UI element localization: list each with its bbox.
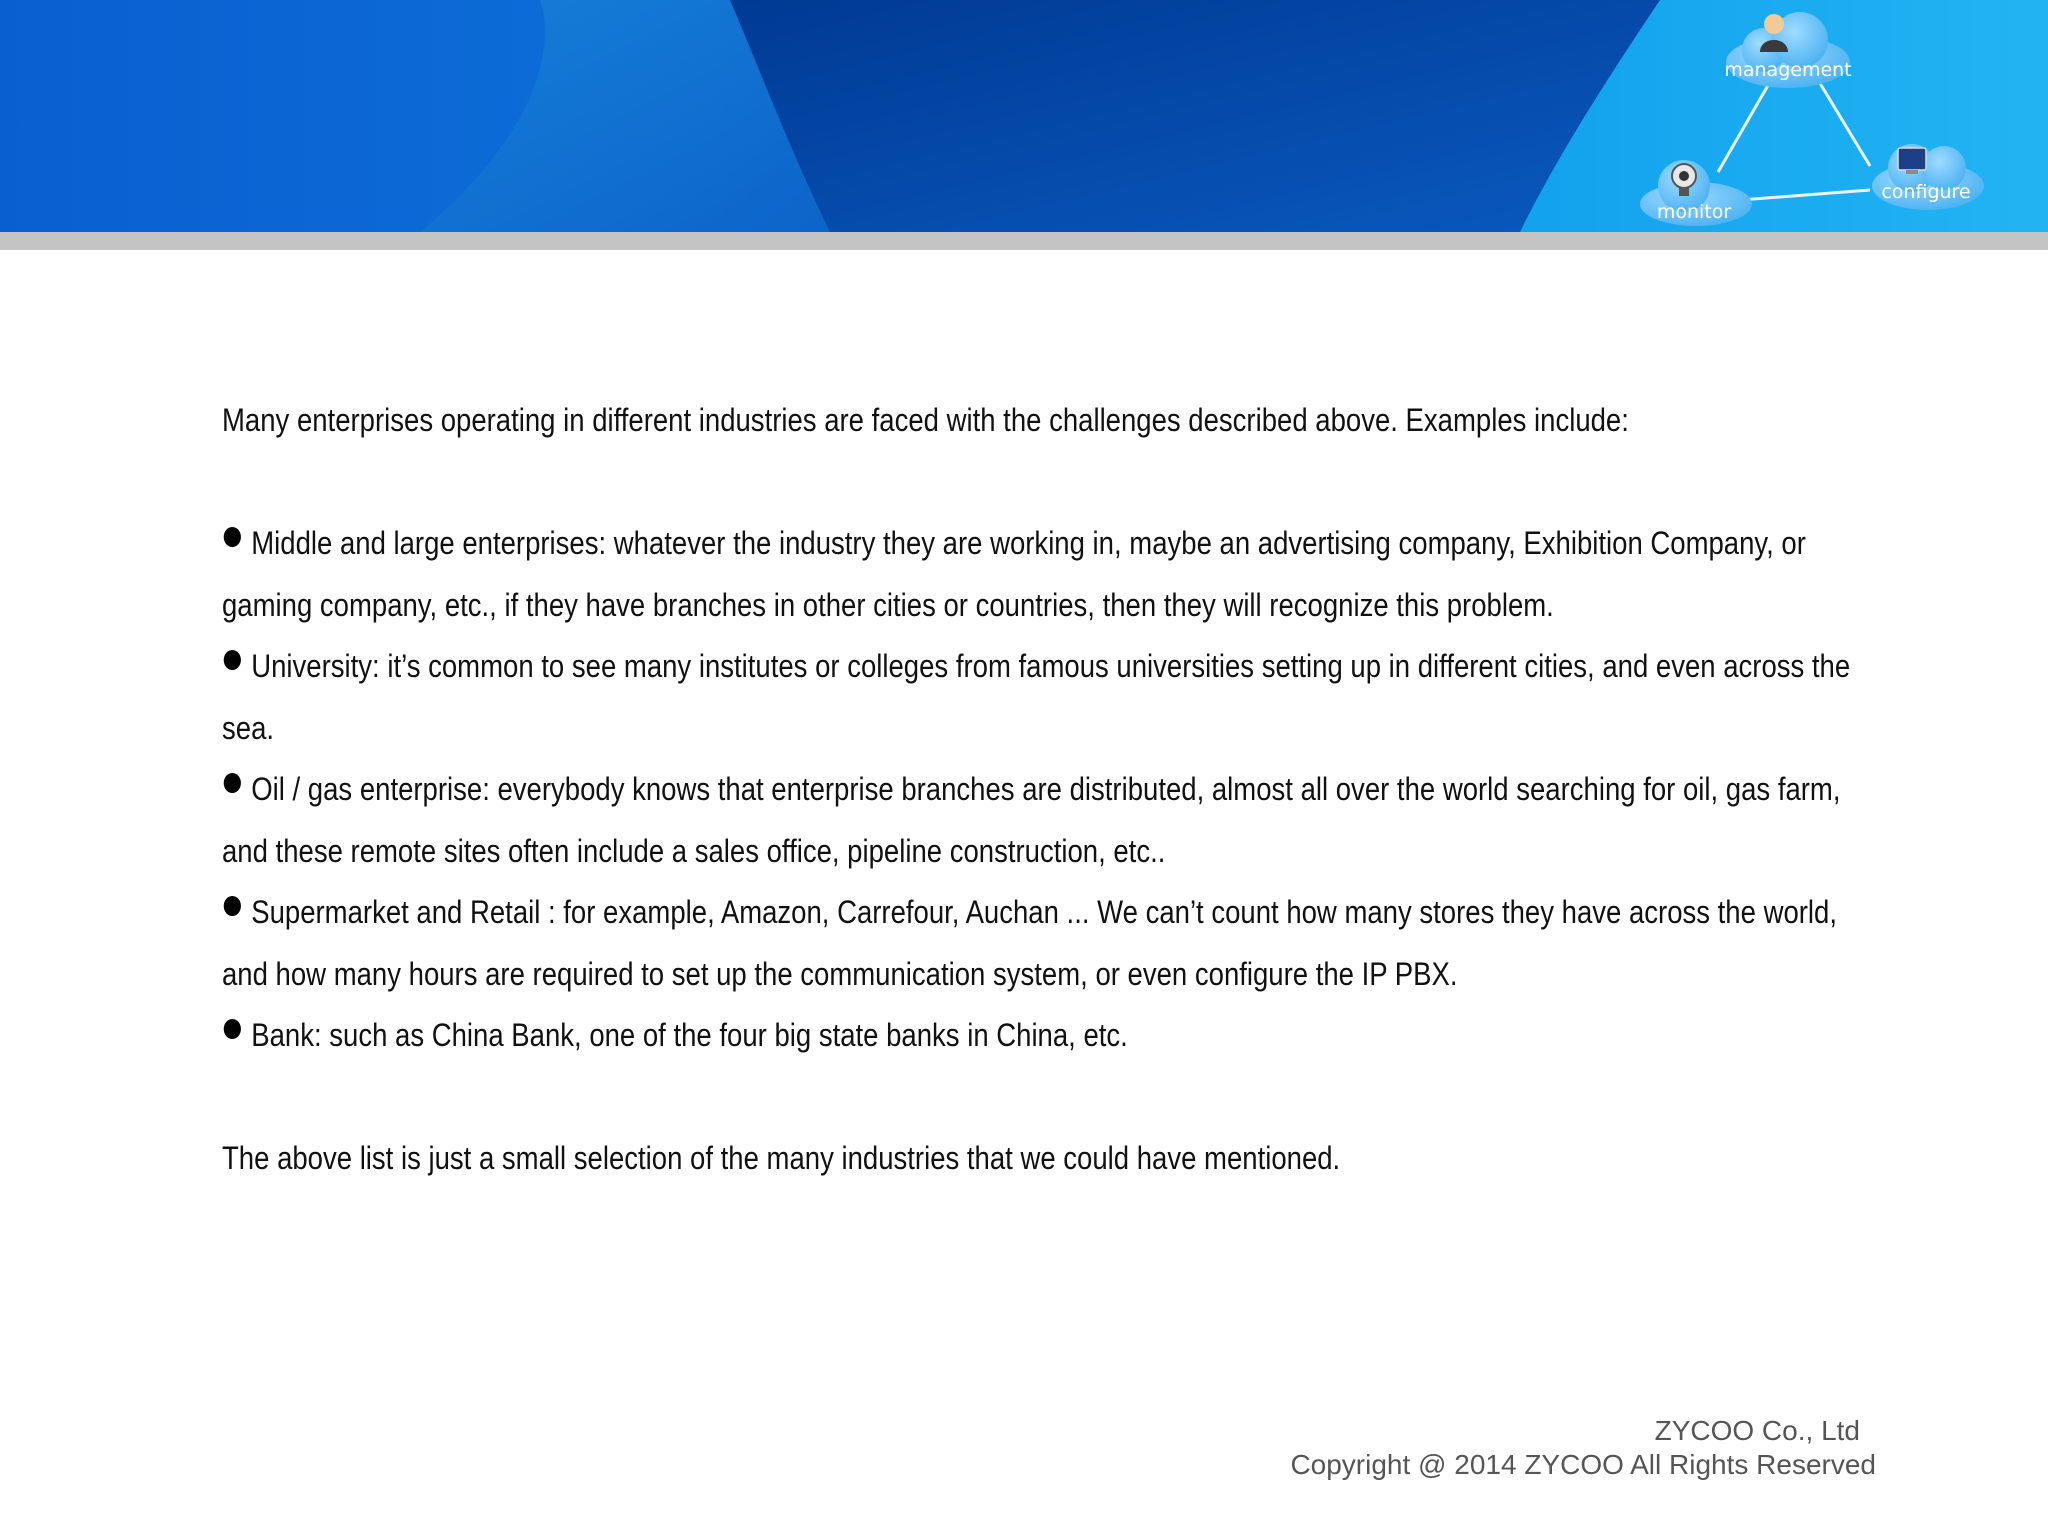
bullet-icon xyxy=(224,1019,241,1039)
closing-paragraph: The above list is just a small selection of the many industries that we could have mentioned. xyxy=(222,1140,1341,1176)
monitor-label: monitor xyxy=(1656,201,1732,223)
company-name: ZYCOO Co., Ltd xyxy=(1654,1415,1860,1446)
list-item-text: Oil / gas enterprise: everybody knows that enterprise branches are distributed, almost all over the world searching for oil, gas farm, xyxy=(251,771,1841,807)
bullet-icon xyxy=(224,527,241,547)
list-item-continuation: and these remote sites often include a sales office, pipeline construction, etc.. xyxy=(222,832,1166,869)
list-item-text: University: it’s common to see many institutes or colleges from famous universities setting up in different cities, and even across the xyxy=(251,648,1851,684)
list-item xyxy=(222,882,1902,1005)
footer xyxy=(1290,1414,1876,1482)
configure-label: configure xyxy=(1881,181,1971,203)
copyright-text: Copyright @ 2014 ZYCOO All Rights Reserved xyxy=(1290,1449,1876,1480)
main-content xyxy=(222,390,1902,1190)
configure-monitor-icon xyxy=(1898,148,1926,174)
list-item xyxy=(222,1005,1902,1067)
list-item-continuation: and how many hours are required to set up the communication system, or even configure the IP PBX. xyxy=(222,955,1458,992)
list-item-continuation: gaming company, etc., if they have branches in other cities or countries, then they will recognize this problem. xyxy=(222,586,1554,623)
bullet-icon xyxy=(224,650,241,670)
bullet-icon xyxy=(224,773,241,793)
list-item-continuation: sea. xyxy=(222,709,275,746)
management-label: management xyxy=(1724,59,1852,81)
list-item xyxy=(222,636,1902,759)
list-item xyxy=(222,513,1902,636)
header-banner xyxy=(0,0,2048,232)
banner-graphic xyxy=(0,0,2048,232)
list-item-text: Middle and large enterprises: whatever the industry they are working in, maybe an advertising company, Exhibition Company, or xyxy=(251,525,1806,561)
intro-paragraph: Many enterprises operating in different industries are faced with the challenges described above. Examples include: xyxy=(222,402,1629,438)
list-item-text: Supermarket and Retail : for example, Amazon, Carrefour, Auchan ... We can’t count how many stores they have across the world, xyxy=(251,894,1837,930)
header-divider xyxy=(0,232,2048,250)
bullet-icon xyxy=(224,896,241,916)
list-item xyxy=(222,759,1902,882)
list-item-text: Bank: such as China Bank, one of the four big state banks in China, etc. xyxy=(251,1017,1128,1053)
